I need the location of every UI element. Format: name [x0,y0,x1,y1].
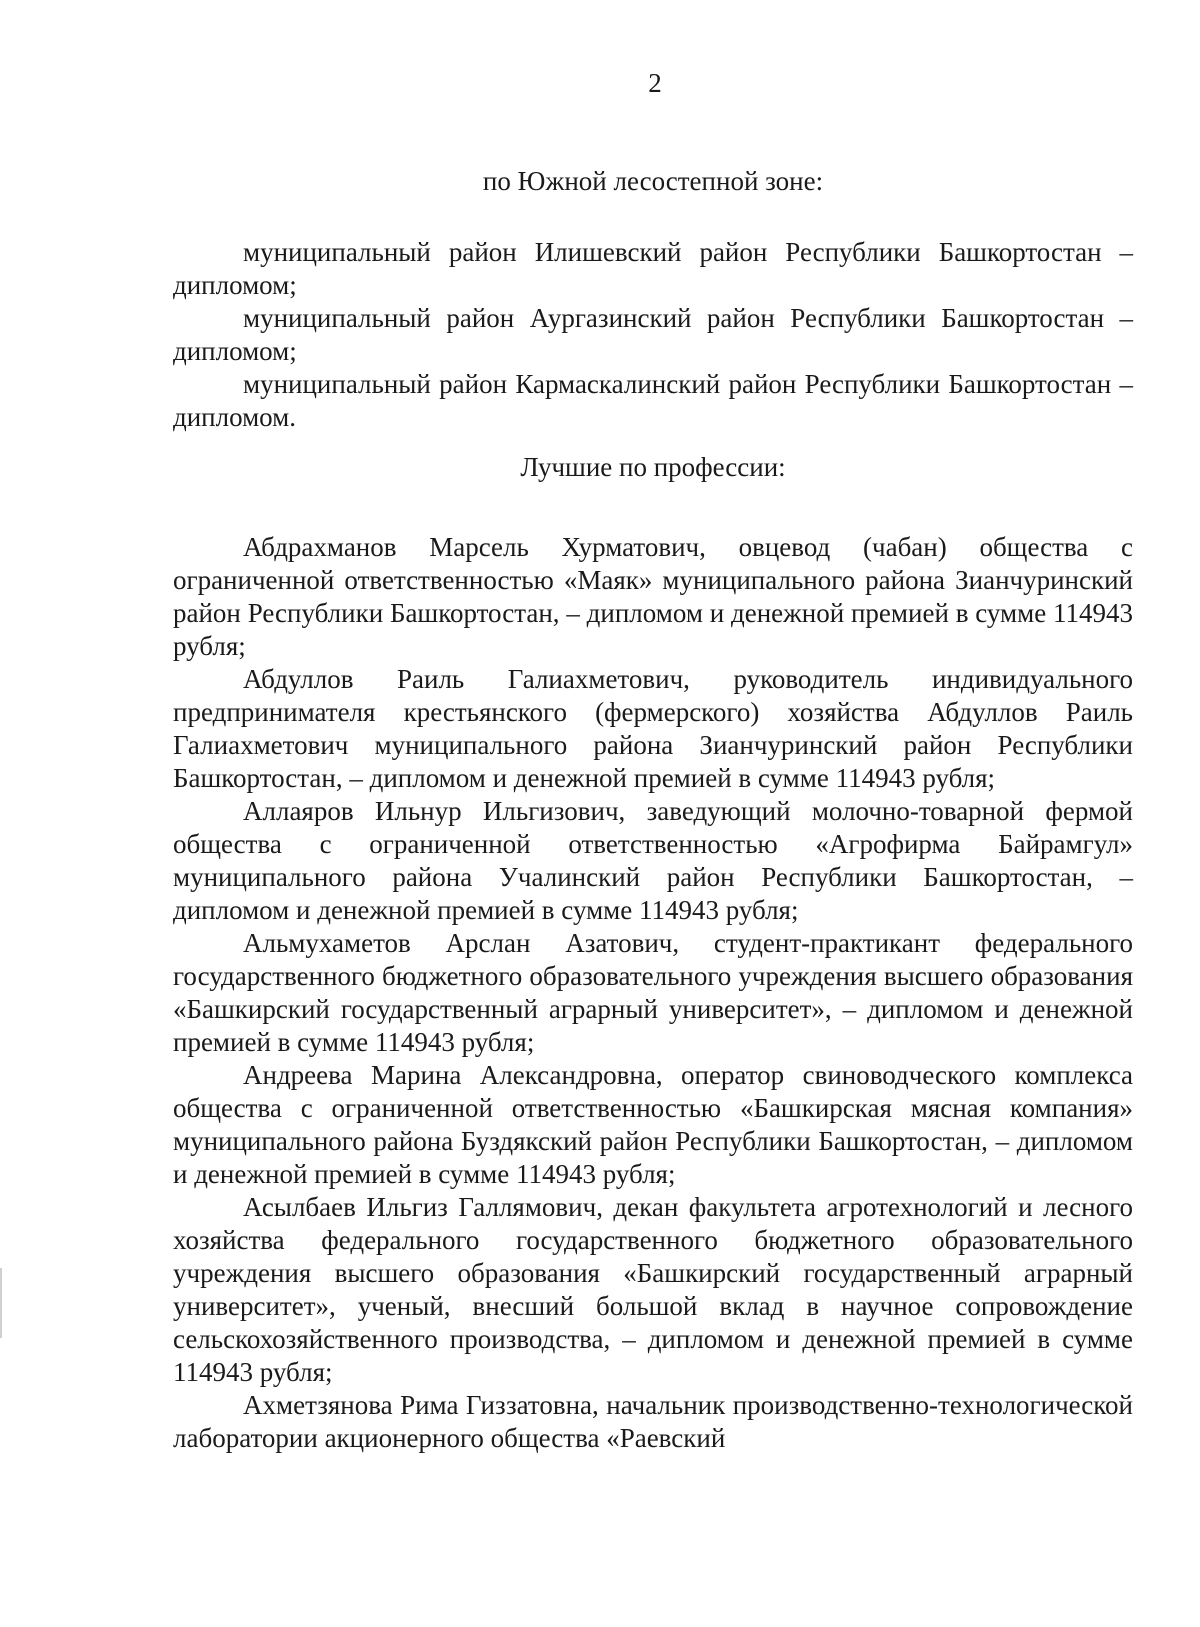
scan-edge-mark [0,1268,2,1338]
district-item: муниципальный район Кармаскалинский район Республики Башкортостан – дипломом. [173,369,1133,432]
awardee-item: Альмухаметов Арслан Азатович, студент-практикант федерального государственного бюджетного образовательного учреждения высшего образования «Башкирский государственный аграрный университет», – дипломом и денежной премией в сумме 114943 рубля; [173,928,1133,1057]
district-item: муниципальный район Аургазинский район Республики Башкортостан – дипломом; [173,303,1133,366]
awardee-list [173,531,1133,1455]
awardee-item: Аллаяров Ильнур Ильгизович, заведующий молочно-товарной фермой общества с ограниченной ответственностью «Агрофирма Байрамгул» муниципального района Учалинский район Республики Башкортостан, – дипломом и денежной премией в сумме 114943 рубля; [173,796,1133,925]
profession-heading: Лучшие по профессии: [520,452,786,482]
awardee-item: Абдуллов Раиль Галиахметович, руководитель индивидуального предпринимателя крестьянского (фермерского) хозяйства Абдуллов Раиль Галиахметович муниципального района Зианчуринский район Республики Башкортостан, – дипломом и денежной премией в сумме 114943 рубля; [173,664,1133,793]
awardee-item: Абдрахманов Марсель Хурматович, овцевод (чабан) общества с ограниченной ответственностью «Маяк» муниципального района Зианчуринский район Республики Башкортостан, – дипломом и денежной премией в сумме 114943 рубля; [173,532,1133,661]
district-list [173,236,1133,434]
zone-heading: по Южной лесостепной зоне: [482,166,824,196]
awardee-item: Асылбаев Ильгиз Галлямович, декан факультета агротехнологий и лесного хозяйства федерального государственного бюджетного образовательного учреждения высшего образования «Башкирский государственный аграрный университет», ученый, внесший большой вклад в научное сопровождение сельскохозяйственного производства, – дипломом и денежной премией в сумме 114943 рубля; [173,1192,1133,1387]
awardee-item: Андреева Марина Александровна, оператор свиноводческого комплекса общества с ограниченной ответственностью «Башкирская мясная компания» муниципального района Буздякский район Республики Башкортостан, – дипломом и денежной премией в сумме 114943 рубля; [173,1060,1133,1189]
awardee-item: Ахметзянова Рима Гиззатовна, начальник производственно-технологической лаборатории акционерного общества «Раевский [173,1390,1133,1453]
page-number: 2 [648,68,662,98]
district-item: муниципальный район Илишевский район Республики Башкортостан – дипломом; [173,237,1133,300]
